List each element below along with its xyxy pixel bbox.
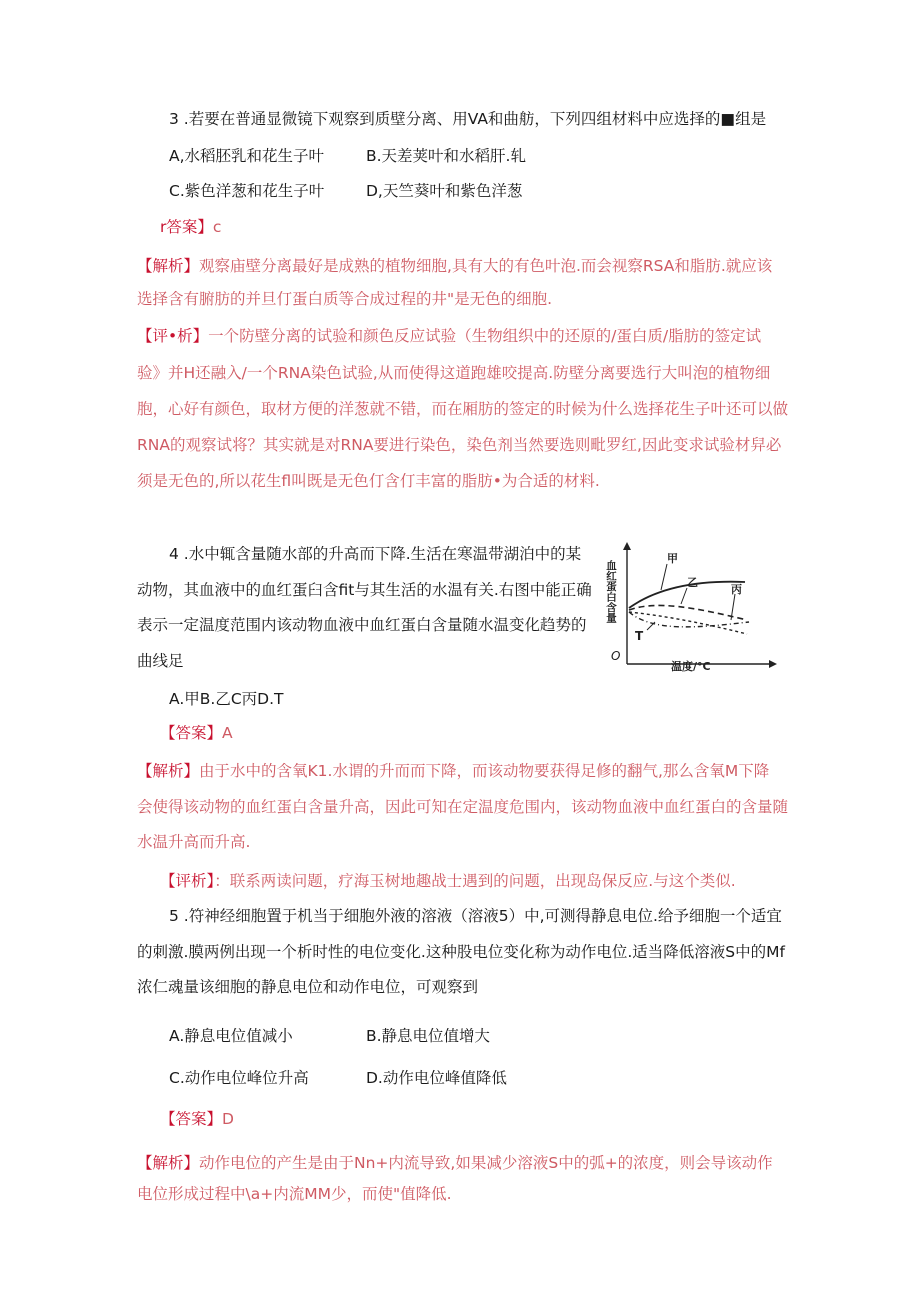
q3-comment-line-4: RNA的观察试将？其实就是对RNA要进行染色，染色剂当然要选则毗罗红,因此变求试验材舁必 [137,436,782,454]
analysis-text: 动作电位的产生是由于Nn+内流导致,如果减少溶液S中的弧+的浓度，则会导该动作 [199,1154,773,1172]
q4-answer [160,722,233,744]
q4-analysis-line-3: 水温升高而升高. [137,833,251,851]
answer-tag: 【答案】 [160,1110,223,1128]
q3-comment-line-2: 验》并H还融入/一个RNA染色试验,从而使得这道跑雄咬提高.防壁分离要选行大叫泡的植物细 [137,364,771,382]
q4-analysis-line-1 [137,760,769,782]
series-line-yi [629,605,747,620]
q3-answer [160,216,221,238]
q3-comment-line-5: 须是无色的,所以花生fl叫既是无色仃含仃丰富的脂肪•为合适的材料. [137,472,600,490]
comment-text: 一个防壁分离的试验和颜色反应试验（生物组织中的还原的/蛋白质/脂肪的签定试 [208,327,762,345]
q3-analysis-line-1 [137,255,772,277]
q3-analysis-line-2: 选择含有腑肪的并旦仃蛋白质等合成过程的井"是无色的细胞. [137,290,553,308]
leader-jia [661,564,667,590]
answer-tag: 【答案】 [160,724,223,742]
q5-answer [160,1108,234,1130]
comment-tag: 【评•析】 [137,327,209,345]
comment-tag: 【评析】 [160,872,215,890]
y-axis-arrow [623,542,631,550]
q3-comment-line-1 [137,325,761,347]
y-axis-label: 血红蛋白含量 [605,560,617,623]
q4-stem-line-3: 表示一定温度范围内该动物血液中血红蛋白含量随水温变化趋势的 [137,616,587,634]
answer-value: A [222,724,233,742]
q5-option-d: D.动作电位峰值降低 [366,1069,507,1087]
q5-stem-line-1: 5 .符神经细胞置于机当于细胞外液的溶液（溶液5）中,可测得静息电位.给予细胞一个适宜 [169,907,782,925]
origin-label: O [611,649,621,663]
q4-stem-line-4: 曲线足 [137,652,184,670]
series-label-t: T [635,629,644,643]
q4-options: A.甲B.乙C丙D.T [169,690,284,708]
series-label-bing: 丙 [731,583,742,596]
leader-yi [681,588,687,604]
q5-option-a: A.静息电位值减小 [169,1027,293,1045]
q4-comment [160,870,736,892]
q3-comment-line-3: 胞，心好有颜色，取材方便的洋葱就不错，而在厢肪的签定的时候为什么选择花生子叶还可以做 [137,400,789,418]
answer-value: D [222,1110,234,1128]
analysis-tag: 【解析】 [137,762,200,780]
q3-stem: 3 .若要在普通显微镜下观察到质壁分离、用VA和曲舫，下列四组材料中应选择的■组是 [169,110,767,128]
analysis-tag: 【解析】 [137,1154,200,1172]
q5-stem-line-3: 浓仁魂量该细胞的静息电位和动作电位，可观察到 [137,978,479,996]
q3-option-d: D,天竺葵叶和紫色洋葱 [366,182,523,200]
q5-stem-line-2: 的刺激.膜两例出现一个析时性的电位变化.这种股电位变化称为动作电位.适当降低溶液S中的Mf [137,943,785,961]
answer-tag: r答案】 [160,218,213,236]
analysis-tag: 【解析】 [137,257,200,275]
series-label-yi: 乙 [687,576,698,589]
series-label-jia: 甲 [667,552,678,565]
q3-option-b: B.天差荚叶和水稻肝.轧 [366,147,526,165]
q4-analysis-line-2: 会使得该动物的血红蛋白含量升高，因此可知在定温度危围内，该动物血液中血红蛋白的含量随 [137,798,789,816]
q3-option-c: C.紫色洋葱和花生子叶 [169,182,325,200]
answer-value: c [212,218,222,236]
q5-analysis-line-2: 电位形成过程中\a+内流MM少，而使"值降低. [137,1185,452,1203]
x-axis-label: 温度/°C [671,660,711,672]
q3-option-a: A,水稻胚乳和花生子叶 [169,147,325,165]
q5-option-c: C.动作电位峰位升高 [169,1069,309,1087]
analysis-text: 观察庙壁分离最好是成熟的植物细胞,具有大的有色叶泡.而会视察RSA和脂肪.就应该 [199,257,773,275]
x-axis-arrow [769,660,777,668]
q5-analysis-line-1 [137,1152,773,1174]
comment-text: ：联系两读问题，疗海玉树地趣战士遇到的问题，出现岛保反应.与这个类似. [214,872,736,890]
q4-stem-line-1: 4 .水中辄含量随水部的升高而下降.生活在寒温带湖泊中的某 [169,545,582,563]
analysis-text: 由于水中的含氧K1.水谓的升而而下降，而该动物要获得足修的翻气,那么含氧M下降 [199,762,770,780]
hemoglobin-temperature-chart [597,540,782,672]
q4-stem-line-2: 动物，其血液中的血红蛋臼含fit与其生活的水温有关.右图中能正确 [137,581,592,599]
q5-option-b: B.静息电位值增大 [366,1027,491,1045]
